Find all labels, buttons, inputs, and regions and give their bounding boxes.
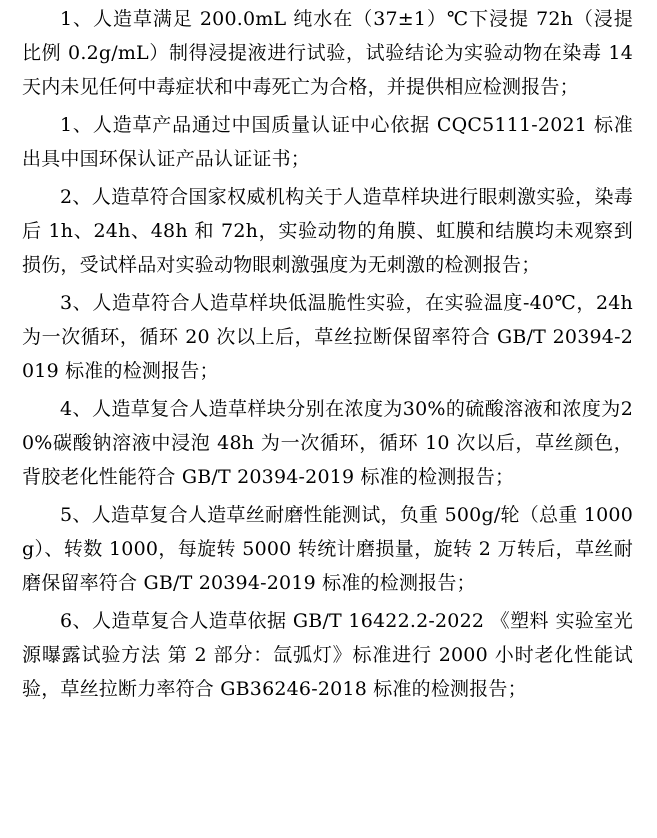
paragraph-xenon-aging-test: 6、人造草复合人造草依据 GB/T 16422.2-2022 《塑料 实验室光源曝露试验方法 第 2 部分：氙弧灯》标准进行 2000 小时老化性能试验，草丝拉断力率符合 GB36246-2018 标准的检测报告； — [22, 610, 633, 700]
paragraph-chemical-resistance: 4、人造草复合人造草样块分别在浓度为30%的硫酸溶液和浓度为20%碳酸钠溶液中浸泡 48h 为一次循环，循环 10 次以后，草丝颜色，背胶老化性能符合 GB/T 20394-2019 标准的检测报告； — [22, 398, 633, 488]
paragraph-toxicity-test: 1、人造草满足 200.0mL 纯水在（37±1）℃下浸提 72h（浸提比例 0.2g/mL）制得浸提液进行试验，试验结论为实验动物在染毒 14 天内未见任何中毒症状和中毒死亡为合格，并提供相应检测报告； — [22, 8, 633, 98]
paragraph-eye-irritation-test: 2、人造草符合国家权威机构关于人造草样块进行眼刺激实验，染毒后 1h、24h、48h 和 72h，实验动物的角膜、虹膜和结膜均未观察到损伤，受试样品对实验动物眼刺激强度为无刺激的检测报告； — [22, 186, 633, 276]
paragraph-wear-resistance: 5、人造草复合人造草丝耐磨性能测试，负重 500g/轮（总重 1000g）、转数 1000，每旋转 5000 转统计磨损量，旋转 2 万转后，草丝耐磨保留率符合 GB/T 20394-2019 标准的检测报告； — [22, 504, 633, 594]
paragraph-environmental-certificate: 1、人造草产品通过中国质量认证中心依据 CQC5111-2021 标准出具中国环保认证产品认证证书； — [22, 114, 633, 170]
paragraph-low-temperature-brittleness: 3、人造草符合人造草样块低温脆性实验，在实验温度-40℃，24h 为一次循环，循环 20 次以上后，草丝拉断保留率符合 GB/T 20394-2019 标准的检测报告； — [22, 292, 633, 382]
